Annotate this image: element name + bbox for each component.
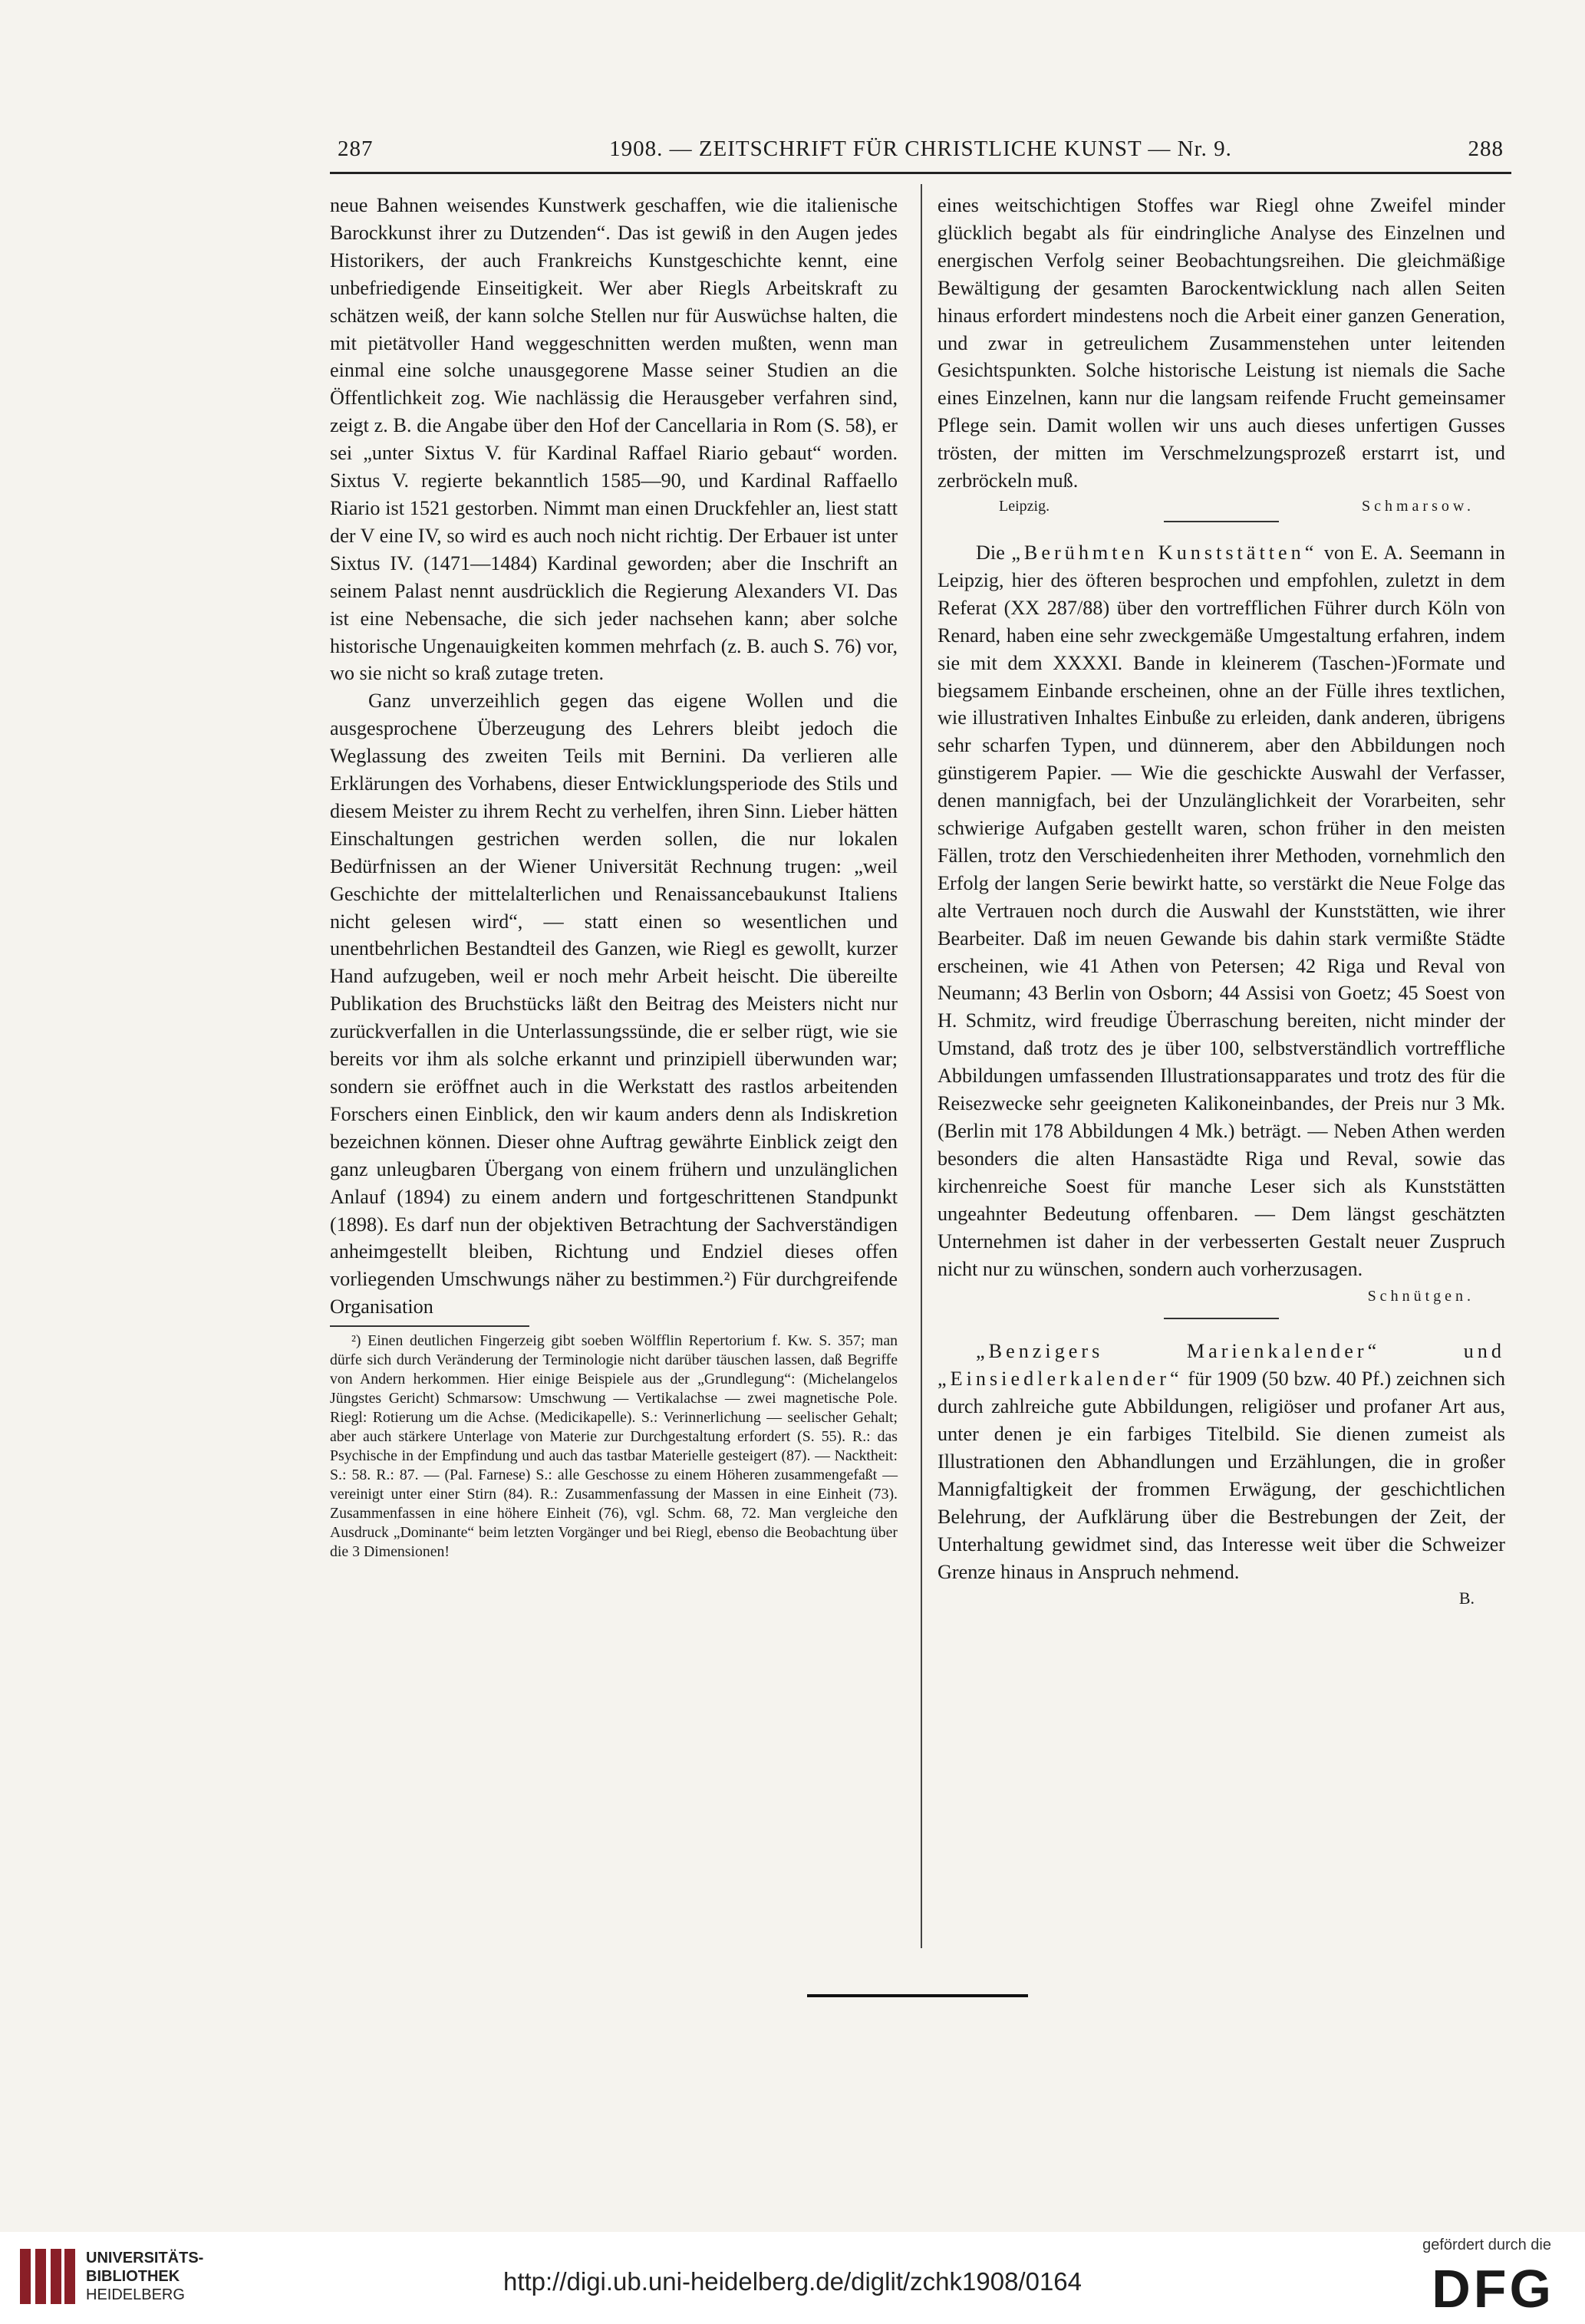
right-column <box>937 192 1505 1611</box>
library-name-line-3: HEIDELBERG <box>86 2286 185 2303</box>
journal-title: 1908. — ZEITSCHRIFT FÜR CHRISTLICHE KUNST — Nr. 9. <box>609 137 1232 161</box>
dfg-logo-icon: DFG <box>1432 2259 1554 2319</box>
page-end-rule <box>807 1994 1028 1997</box>
review-kunststaetten-start: Die <box>976 541 1012 564</box>
page-number-right: 288 <box>1468 137 1504 161</box>
review-kalender <box>937 1338 1505 1585</box>
signature-place: Leipzig. <box>999 497 1050 515</box>
left-paragraph-1: neue Bahnen weisendes Kunstwerk geschaffen, wie die italienische Barockkunst ihrer zu Dutzenden“. Das ist gewiß in den Augen jedes Historikers, der auch Frankreichs Kunstgeschichte kennt, eine unbefriedigende Einseitigkeit. Wer aber Riegls Arbeitskraft zu schätzen weiß, der kann solche Stellen nur für Auswüchse halten, die mit pietätvoller Hand weggeschnitten werden mußten, wenn man einmal eine solche unausgegorene Masse seiner Studien an die Öffentlichkeit zog. Wie nachlässig die Herausgeber verfahren sind, zeigt z. B. die Angabe über den Hof der Cancellaria in Rom (S. 58), er sei „unter Sixtus V. für Kardinal Raffael Riario gebaut“ worden. Sixtus V. regierte bekanntlich 1585—90, und Kardinal Raffaello Riario ist 1521 gestorben. Nimmt man einen Druckfehler an, liest statt der V eine IV, so wird es auch noch nicht richtig. Der Erbauer ist unter Sixtus IV. (1471—1484) Kardinal geworden; aber die Inschrift an seinem Palast nennt ausdrücklich die Regierung Alexanders VI. Das ist eine Nebensache, die sich jeder nachsehen kann; aber solche historische Ungenauigkeiten kommen mehrfach (z. B. auch S. 76) vor, wo sie nicht so kraß zutage treten. <box>330 194 898 685</box>
signature-name: Schmarsow. <box>1361 497 1475 515</box>
viewer-footer <box>0 2232 1585 2324</box>
footnote-rule <box>330 1325 529 1327</box>
funded-by-label: gefördert durch die <box>1422 2237 1551 2253</box>
column-divider <box>921 184 922 1948</box>
running-header <box>330 137 1511 170</box>
library-name-line-1: UNIVERSITÄTS- <box>86 2250 204 2266</box>
permalink-url[interactable]: http://digi.ub.uni-heidelberg.de/diglit/zchk1908/0164 <box>503 2267 1082 2296</box>
signature-schmarsow <box>937 495 1505 518</box>
right-paragraph-1: eines weitschichtigen Stoffes war Riegl ohne Zweifel minder glücklich begabt als für eindringliche Analyse des Einzelnen und energischen Verfolg seiner Beobachtungsreihen. Die gleichmäßige Bewältigung der gesamten Barockentwicklung nach allen Seiten hinaus erfordert mindestens noch die Arbeit einer ganzen Generation, und zwar in getreulichem Zusammenstehen unter leitenden Gesichtspunkten. Solche historische Leistung ist niemals die Sache eines Einzelnen, kann nur die langsam reifende Frucht gemeinsamer Pflege sein. Damit wollen wir uns auch dieses unfertigen Gusses trösten, der mitten im Verschmelzungsprozeß erstarrt ist, und zerbröckeln muß. <box>937 194 1505 492</box>
section-separator <box>1164 521 1279 522</box>
signature-schnuetgen: Schnütgen. <box>1367 1288 1475 1305</box>
section-separator <box>1164 1318 1279 1319</box>
page-number-left: 287 <box>338 137 374 161</box>
review-kunststaetten <box>937 539 1505 1282</box>
left-paragraph-2: Ganz unverzeihlich gegen das eigene Wollen und die ausgesprochene Überzeugung des Lehrers bleibt jedoch die Weglassung des zweiten Teils mit Bernini. Da verlieren alle Erklärungen des Vorhabens, dieser Entwicklungsperiode des Stils und diesem Meister zu ihrem Recht zu verhelfen, ihren Sinn. Lieber hätten Einschaltungen gestrichen werden sollen, die nur lokalen Bedürfnissen an der Wiener Universität Rechnung trugen: „weil Geschichte der mittelalterlichen und Renaissancebaukunst Italiens nicht gelesen wird“, — statt einen so wesentlichen und unentbehrlichen Bestandteil des Ganzen, wie Riegl es gewollt, kurzer Hand aufzugeben, weil er noch mehr Arbeit heischt. Die übereilte Publikation des Bruchstücks läßt den Beitrag des Meisters nicht nur zurückverfallen in die Unterlassungssünde, die er selber rügt, wie sie bereits vor ihm als solche erkannt und prinzipiell überwunden war; sondern sie eröffnet auch in die Werkstatt des rastlos arbeitenden Forschers einen Einblick, den wir kaum anders denn als Indiskretion bezeichnen können. Dieser ohne Auftrag gewährte Einblick zeigt den ganz unleugbaren Übergang von einem frühern und unzulänglichen Anlauf (1894) zu einem andern und fortgeschrittenen Standpunkt (1898). Es darf nun der objektiven Betrachtung der Sachverständigen anheimgestellt bleiben, Richtung und Endziel dieses offen vorliegenden Umschwungs näher zu bestimmen.²) Für durchgreifende Organisation <box>330 690 898 1318</box>
review-kalender-title: „Benzigers Marienkalender“ und „Einsiedlerkalender“ <box>937 1340 1505 1391</box>
review-kalender-text: für 1909 (50 bzw. 40 Pf.) zeichnen sich durch zahlreiche gute Abbildungen, religiöser und profaner Art aus, unter denen je ein farbiges Titelbild. Sie dienen zumeist als Illustrationen den Abhandlungen und Erzählungen, die in großer Mannigfaltigkeit der frommen Erwägung, der geschichtlichen Belehrung, der Aufklärung über die Bestrebungen der Zeit, der Unterhaltung gewidmet sind, das Interesse weit über die Schweizer Grenze hinaus in Anspruch nehmend. <box>937 1368 1505 1583</box>
footnote <box>330 1332 898 1562</box>
header-rule <box>330 172 1511 174</box>
review-kunststaetten-text: von E. A. Seemann in Leipzig, hier des öfteren besprochen und empfohlen, zuletzt in dem Referat (XX 287/88) über den vortrefflichen Führer durch Köln von Renard, haben eine sehr zweckgemäße Umgestaltung erfahren, indem sie mit dem XXXXI. Bande in kleinerem (Taschen-)Formate und biegsamem Einbande erscheinen, ohne an der Fülle ihres textlichen, wie illustrativen Inhaltes Einbuße zu erleiden, dank anderen, übrigens sehr scharfen Typen, und dünnerem, aber den Abbildungen noch günstigerem Papier. — Wie die geschickte Auswahl der Verfasser, denen mannigfach, bei der Unzulänglichkeit der Vorarbeiten, sehr schwierige Aufgaben gestellt waren, schon früher in den meisten Fällen, trotz den Verschiedenheiten ihrer Methoden, vornehmlich den Erfolg der langen Serie bewirkt hatte, so verstärkt die Neue Folge das alte Vertrauen noch durch die Auswahl der Kunststätten, wie ihrer Bearbeiter. Daß im neuen Gewande bis dahin stark vermißte Städte erscheinen, wie 41 Athen von Petersen; 42 Riga und Reval von Neumann; 43 Berlin von Osborn; 44 Assisi von Goetz; 45 Soest von H. Schmitz, wird freudige Überraschung bereiten, nicht minder der Umstand, daß trotz des je über 100, selbstverständlich vortreffliche Abbildungen umfassenden Illustrationsapparates und trotz des für die Reisezwecke sehr geeigneten Kalikoneinbandes, der Preis nur 3 Mk. (Berlin mit 178 Abbildungen 4 Mk.) beträgt. — Neben Athen werden besonders die alten Hansastädte Riga und Reval, sowie das kirchenreiche Soest für manche Leser sich als Kunststätten ungeahnter Bedeutung offenbaren. — Dem längst geschätzten Unternehmen ist daher in der verbesserten Gestalt neuer Zuspruch nicht nur zu wünschen, sondern auch vorherzusagen. <box>937 541 1505 1280</box>
footnote-text: ²) Einen deutlichen Fingerzeig gibt soeben Wölfflin Repertorium f. Kw. S. 357; man dürfe sich durch Veränderung der Terminologie nicht darüber täuschen lassen, daß Begriffe von Andern herkommen. Hier einige Beispiele aus der „Grundlegung“: (Michelangelos Jüngstes Gericht) Schmarsow: Umschwung — Vertikalachse — zwei magnetische Pole. Riegl: Rotierung um die Achse. (Medicikapelle). S.: Verinnerlichung — seelischer Gehalt; aber auch stärkere Unterlage von Materie zur Durchgestaltung erfordert (S. 55). R.: das Psychische in der Empfindung und auch das tastbar Materielle gesteigert (87). — Nacktheit: S.: 58. R.: 87. — (Pal. Farnese) S.: alle Geschosse zu einem Höheren zusammengefaßt — vereinigt unter einer Stirn (84). R.: Zusammenfassung der Massen in eine Einheit (73). Zusammenfassen in eine höhere Einheit (76), vgl. Schm. 68, 72. Man vergleiche den Ausdruck „Dominante“ beim letzten Vorgänger und bei Riegl, ebenso die Beobachtung über die 3 Dimensionen! <box>330 1332 898 1561</box>
signature-b: B. <box>1458 1588 1475 1608</box>
left-column <box>330 192 898 1562</box>
library-name-line-2: BIBLIOTHEK <box>86 2268 180 2285</box>
review-kunststaetten-title: „Berühmten Kunststätten“ <box>1011 541 1318 564</box>
